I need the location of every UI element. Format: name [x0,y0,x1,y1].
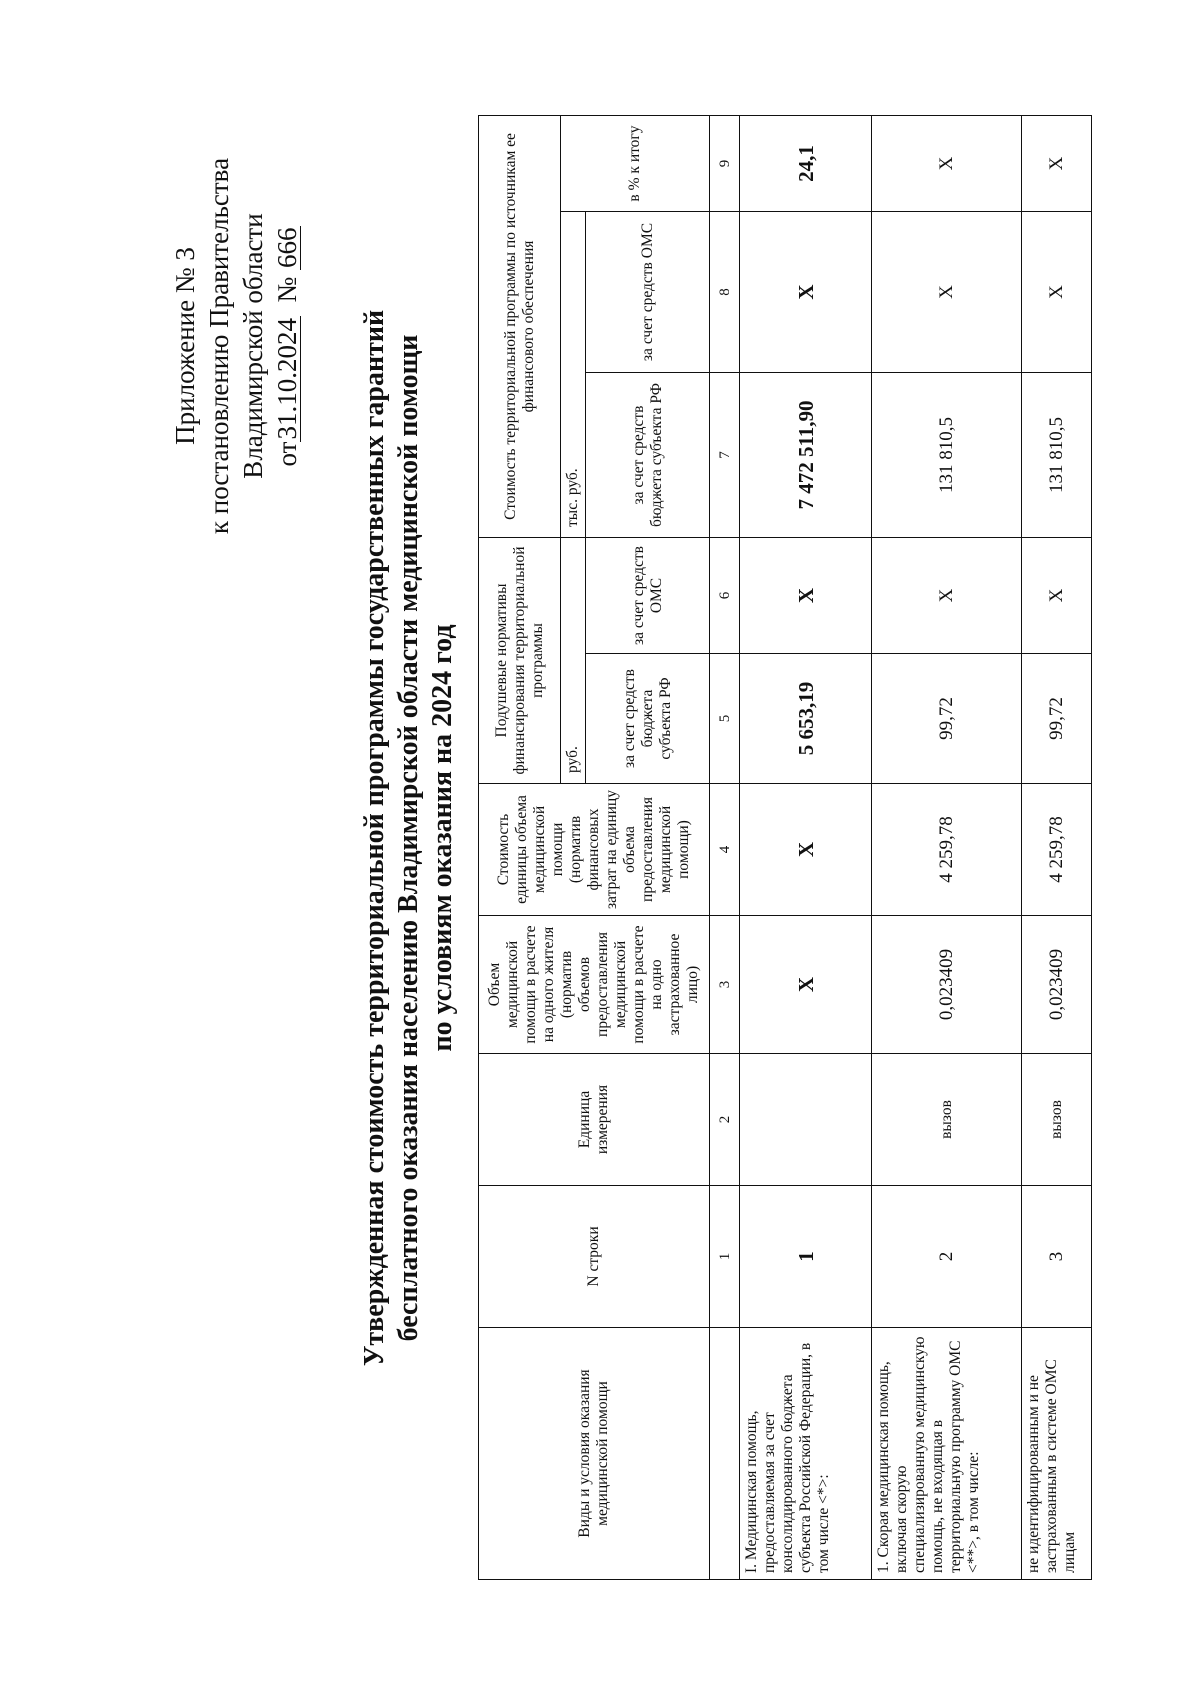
row-unit-cost: X [740,784,872,916]
column-number: 3 [710,916,740,1054]
column-number: 2 [710,1054,740,1186]
title-line-3: по условиям оказания на 2024 год [427,624,458,1052]
row-total-budget: 131 810,5 [872,373,1022,538]
document-title [358,128,460,1548]
title-line-2: бесплатного оказания населению Владимирской области медицинской помощи [393,334,424,1342]
table-row [1022,116,1092,1580]
row-norm-oms: X [1022,538,1092,654]
row-total-oms: X [740,212,872,373]
row-percent: X [872,116,1022,212]
header-program-cost-group: Стоимость территориальной программы по источникам ее финансового обеспечения [479,116,561,538]
row-unit: вызов [872,1054,1022,1186]
table-row [740,116,872,1580]
row-unit [740,1054,872,1186]
cost-table [478,115,1092,1580]
appendix-date-line [270,116,304,576]
row-norm-budget: 99,72 [1022,654,1092,784]
header-unit-thousand-rub: тыс. руб. [561,212,586,538]
row-percent: X [1022,116,1092,212]
appendix-number: Приложение № 3 [170,247,200,445]
column-number: 9 [710,116,740,212]
header-total-oms: за счет средств ОМС [586,212,710,373]
number-prefix: № [272,276,302,303]
header-unit: Единица измерения [479,1054,710,1186]
row-total-oms: X [872,212,1022,373]
row-percent: 24,1 [740,116,872,212]
row-norm-budget: 5 653,19 [740,654,872,784]
header-per-capita-group: Подушевые нормативы финансирования территориальной программы [479,538,561,784]
header-norm-oms: за счет средств ОМС [586,538,710,654]
row-service-name: не идентифицированным и не застрахованным в системе ОМС лицам [1022,1328,1092,1580]
row-total-budget: 131 810,5 [1022,373,1092,538]
header-unit-cost: Стоимость единицы объема медицинской помощи (норматив финансовых затрат на единицу объема предоставления медицинской помощи) [479,784,710,916]
row-service-name: I. Медицинская помощь, предоставляемая за счет консолидированного бюджета субъекта Российской Федерации, в том числе <*>: [740,1328,872,1580]
appendix-resolution: к постановлению Правительства [204,157,234,535]
row-unit: вызов [1022,1054,1092,1186]
appendix-header [168,116,304,576]
date-prefix: от [272,441,302,467]
header-norm-budget: за счет средств бюджета субъекта РФ [586,654,710,784]
column-number: 4 [710,784,740,916]
row-volume: X [740,916,872,1054]
row-volume: 0,023409 [1022,916,1092,1054]
header-percent: в % к итогу [561,116,710,212]
row-service-name: 1. Скорая медицинская помощь, включая скорую специализированную медицинскую помощь, не входящая в территориальную программу ОМС <**>, в том числе: [872,1328,1022,1580]
header-volume: Объем медицинской помощи в расчете на одного жителя (норматив объемов предоставления медицинской помощи в расчете на одно застрахованное лицо) [479,916,710,1054]
row-norm-oms: X [740,538,872,654]
row-total-oms: X [1022,212,1092,373]
column-number: 7 [710,373,740,538]
column-number [710,1328,740,1580]
header-row-1 [479,116,561,1580]
resolution-number: 666 [272,227,302,269]
header-service-type: Виды и условия оказания медицинской помощи [479,1328,710,1580]
header-total-budget: за счет средств бюджета субъекта РФ [586,373,710,538]
header-line-number: N строки [479,1186,710,1328]
row-norm-budget: 99,72 [872,654,1022,784]
column-numbers-row [710,116,740,1580]
row-unit-cost: 4 259,78 [872,784,1022,916]
appendix-region: Владимирской области [238,213,268,479]
row-line-number: 2 [872,1186,1022,1328]
row-norm-oms: X [872,538,1022,654]
row-volume: 0,023409 [872,916,1022,1054]
column-number: 1 [710,1186,740,1328]
table-row [872,116,1022,1580]
column-number: 5 [710,654,740,784]
column-number: 8 [710,212,740,373]
row-line-number: 3 [1022,1186,1092,1328]
resolution-date: 31.10.2024 [272,318,302,440]
row-line-number: 1 [740,1186,872,1328]
column-number: 6 [710,538,740,654]
row-unit-cost: 4 259,78 [1022,784,1092,916]
row-total-budget: 7 472 511,90 [740,373,872,538]
header-unit-rub: руб. [561,538,586,784]
title-line-1: Утвержденная стоимость территориальной программы государственных гарантий [359,309,390,1367]
